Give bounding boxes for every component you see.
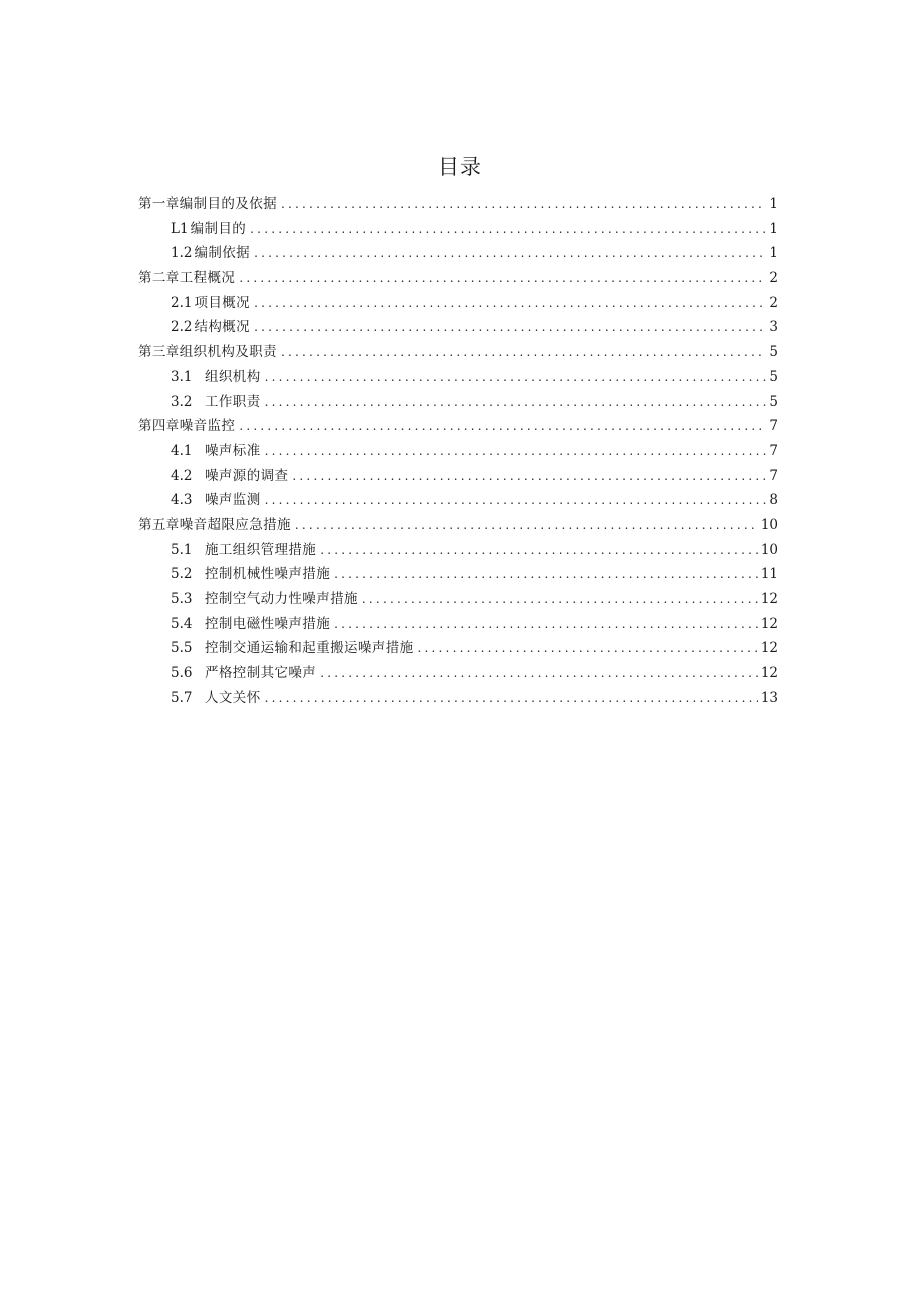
toc-leader-dots [265,390,767,415]
toc-entry-number: 3.2 [171,393,193,410]
toc-leader-dots [265,488,767,513]
toc-leader-dots [362,587,758,612]
toc-entry-page-number: 8 [769,492,778,509]
toc-entry-number: 2.1 [171,294,193,311]
toc-entry-page-number: 10 [760,541,778,558]
toc-entry-label: 控制机械性噪声措施 [205,566,331,583]
toc-entry-number: 3.1 [171,368,193,385]
toc-entry-page-number: 12 [760,615,778,632]
toc-entry[interactable] [138,315,778,340]
toc-entry-label: 组织机构 [205,368,261,385]
toc-entry-number: 5.7 [171,689,193,706]
toc-entry-label: 第三章组织机构及职责 [138,344,277,361]
toc-entry[interactable] [138,661,778,686]
toc-entry-number: 5.3 [171,591,193,607]
toc-entry[interactable] [138,291,778,316]
toc-leader-dots [239,414,766,439]
page-title: 目录 [438,155,482,179]
toc-leader-dots [239,266,766,291]
toc-entry-page-number: 7 [769,442,778,459]
toc-entry-label: 噪声源的调查 [205,467,289,484]
toc-entry[interactable] [138,636,778,661]
toc-entry-number: L1 [171,220,189,237]
toc-entry-page-number: 3 [769,319,778,336]
toc-entry-page-number: 5 [769,393,778,410]
toc-entry[interactable] [138,464,778,489]
toc-leader-dots [250,217,766,242]
toc-leader-dots [418,636,758,661]
toc-entry[interactable] [138,192,778,217]
toc-entry-page-number: 2 [769,294,778,311]
toc-entry-number: 1.2 [171,245,193,262]
toc-entry-label: 编制依据 [194,245,251,262]
toc-leader-dots [265,686,758,711]
toc-entry[interactable] [138,390,778,415]
toc-entry-label: 编制目的 [190,220,247,237]
toc-entry-page-number: 7 [769,418,778,435]
toc-entry[interactable] [138,587,778,612]
toc-entry[interactable] [138,414,778,439]
toc-entry[interactable] [138,340,778,365]
toc-leader-dots [265,439,767,464]
toc-leader-dots [320,538,758,563]
toc-entry-label: 第二章工程概况 [138,270,236,287]
toc-entry[interactable] [138,241,778,266]
toc-entry-label: 第一章编制目的及依据 [138,196,277,212]
table-of-contents [138,192,778,710]
toc-entry-label: 控制交通运输和起重搬运噪声措施 [205,640,414,657]
toc-entry-page-number: 2 [769,270,778,287]
toc-entry-number: 5.1 [171,541,193,558]
toc-entry-label: 第四章噪音监控 [138,418,236,435]
toc-entry-page-number: 5 [769,368,778,385]
toc-leader-dots [281,340,766,365]
toc-entry-label: 结构概况 [194,319,251,336]
toc-entry-label: 施工组织管理措施 [205,541,317,558]
toc-entry-label: 噪声监测 [205,492,261,509]
toc-entry-label: 工作职责 [205,393,261,410]
toc-entry-number: 5.6 [171,665,193,682]
toc-entry-number: 5.2 [171,566,193,583]
toc-entry[interactable] [138,686,778,711]
toc-entry-page-number: 10 [760,516,778,533]
toc-entry-label: 项目概况 [194,294,251,311]
toc-entry-label: 控制空气动力性噪声措施 [205,591,358,607]
toc-entry-page-number: 1 [769,245,778,262]
toc-entry-number: 2.2 [171,319,193,336]
toc-entry-label: 严格控制其它噪声 [205,665,317,682]
toc-entry[interactable] [138,439,778,464]
toc-entry-label: 控制电磁性噪声措施 [205,615,331,632]
toc-leader-dots [254,291,766,316]
toc-entry[interactable] [138,612,778,637]
toc-entry[interactable] [138,538,778,563]
toc-entry-page-number: 12 [760,591,778,607]
toc-entry-page-number: 12 [760,640,778,657]
toc-entry-page-number: 7 [769,467,778,484]
toc-leader-dots [254,315,766,340]
toc-entry-number: 5.5 [171,640,193,657]
toc-leader-dots [334,612,758,637]
toc-entry[interactable] [138,562,778,587]
toc-entry-page-number: 1 [769,220,778,237]
toc-leader-dots [320,661,758,686]
toc-entry-label: 噪声标准 [205,442,261,459]
toc-entry-number: 5.4 [171,615,193,632]
toc-leader-dots [334,562,758,587]
toc-entry[interactable] [138,266,778,291]
toc-entry-number: 4.1 [171,442,193,459]
toc-entry-page-number: 5 [769,344,778,361]
toc-leader-dots [265,365,767,390]
toc-entry[interactable] [138,365,778,390]
toc-entry-page-number: 13 [760,689,778,706]
toc-entry-page-number: 11 [760,566,778,583]
toc-leader-dots [295,513,758,538]
toc-entry-page-number: 12 [760,665,778,682]
toc-entry-label: 人文关怀 [205,689,261,706]
toc-entry-page-number: 1 [769,196,778,212]
toc-entry[interactable] [138,217,778,242]
toc-leader-dots [292,464,766,489]
toc-leader-dots [281,192,766,217]
toc-entry-number: 4.3 [171,492,193,509]
toc-entry-label: 第五章噪音超限应急措施 [138,516,291,533]
toc-entry[interactable] [138,488,778,513]
toc-entry[interactable] [138,513,778,538]
toc-entry-number: 4.2 [171,467,193,484]
toc-leader-dots [254,241,766,266]
